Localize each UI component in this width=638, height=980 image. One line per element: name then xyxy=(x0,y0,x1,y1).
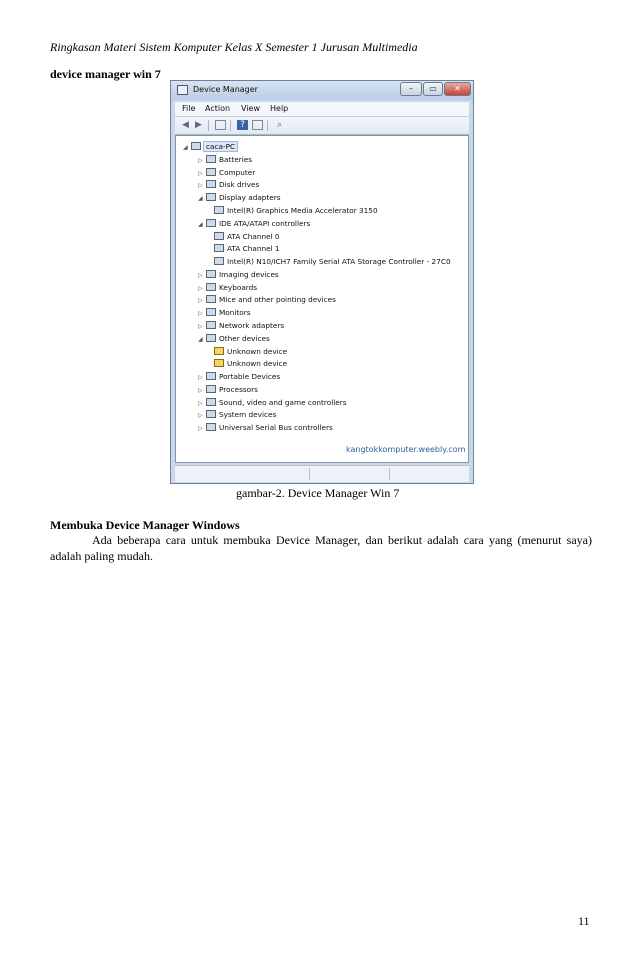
tree-item[interactable]: ◢ IDE ATA/ATAPI controllers xyxy=(198,219,311,228)
portable-icon xyxy=(206,372,216,380)
forward-icon[interactable]: ▶ xyxy=(195,120,202,130)
menu-help[interactable]: Help xyxy=(270,104,289,113)
processor-icon xyxy=(206,385,216,393)
tree-item[interactable]: Intel(R) N10/ICH7 Family Serial ATA Storage Controller - 27C0 xyxy=(214,256,451,268)
menu-view[interactable]: View xyxy=(241,104,260,113)
back-icon[interactable]: ◀ xyxy=(182,120,189,130)
display-icon xyxy=(214,206,224,214)
warning-icon xyxy=(214,359,224,367)
ide-icon xyxy=(214,232,224,240)
section-heading-device-manager: device manager win 7 xyxy=(50,67,161,81)
warning-icon xyxy=(214,347,224,355)
page-number: 11 xyxy=(578,914,590,928)
tree-item-computer-root[interactable]: ◢ caca-PC xyxy=(183,142,236,151)
section-heading-open-device-manager: Membuka Device Manager Windows xyxy=(50,518,240,532)
tree-item[interactable]: ▷ Sound, video and game controllers xyxy=(198,398,347,407)
tree-item[interactable]: ▷ Network adapters xyxy=(198,321,285,330)
other-devices-icon xyxy=(206,334,216,342)
tree-item[interactable]: ATA Channel 1 xyxy=(214,243,280,255)
device-tree xyxy=(175,135,469,463)
toolbar xyxy=(175,117,469,135)
display-icon xyxy=(206,193,216,201)
sound-icon xyxy=(206,398,216,406)
status-divider xyxy=(309,468,310,480)
tree-item[interactable]: ◢ Display adapters xyxy=(198,193,281,202)
computer-icon xyxy=(191,142,201,150)
system-icon xyxy=(206,410,216,418)
menu-action[interactable]: Action xyxy=(205,104,231,113)
tree-item[interactable]: ▷ Portable Devices xyxy=(198,372,281,381)
tree-item[interactable]: ▷ Monitors xyxy=(198,308,251,317)
monitor-icon xyxy=(206,308,216,316)
tree-item[interactable]: ▷ Universal Serial Bus controllers xyxy=(198,423,333,432)
status-divider xyxy=(389,468,390,480)
running-header: Ringkasan Materi Sistem Komputer Kelas X Semester 1 Jurusan Multimedia xyxy=(50,40,418,54)
help-icon[interactable]: ? xyxy=(237,120,248,130)
usb-icon xyxy=(206,423,216,431)
tree-item[interactable]: ▷ Batteries xyxy=(198,155,253,164)
title-bar xyxy=(171,81,473,100)
body-paragraph: Ada beberapa cara untuk membuka Device Manager, dan berikut adalah cara yang (menurut saya) adalah paling mudah. xyxy=(50,533,592,563)
tree-item[interactable]: ▷ Disk drives xyxy=(198,180,260,189)
disk-icon xyxy=(206,180,216,188)
tree-item[interactable]: ▷ Keyboards xyxy=(198,283,258,292)
ide-icon xyxy=(214,244,224,252)
ide-icon xyxy=(214,257,224,265)
tree-item[interactable]: ▷ Imaging devices xyxy=(198,270,279,279)
minimize-button[interactable]: – xyxy=(400,82,422,96)
mouse-icon xyxy=(206,295,216,303)
figure-caption: gambar-2. Device Manager Win 7 xyxy=(236,486,400,500)
window-title: Device Manager xyxy=(193,85,258,94)
device-manager-icon xyxy=(177,85,188,95)
toolbar-separator xyxy=(230,120,231,131)
watermark-url: kangtokkomputer.weebly.com xyxy=(346,445,466,454)
computer-icon xyxy=(206,168,216,176)
maximize-button[interactable]: ▭ xyxy=(423,82,443,96)
properties-icon[interactable] xyxy=(215,120,226,130)
tree-item[interactable]: ◢ Other devices xyxy=(198,334,270,343)
update-driver-icon[interactable] xyxy=(252,120,263,130)
tree-item[interactable]: Unknown device xyxy=(214,358,287,370)
tree-item[interactable]: ATA Channel 0 xyxy=(214,231,280,243)
network-icon xyxy=(206,321,216,329)
tree-item[interactable]: Unknown device xyxy=(214,346,287,358)
tree-item[interactable]: Intel(R) Graphics Media Accelerator 3150 xyxy=(214,205,378,217)
tree-item[interactable]: ▷ Mice and other pointing devices xyxy=(198,295,336,304)
menu-bar xyxy=(175,102,469,117)
tree-item[interactable]: ▷ Computer xyxy=(198,168,256,177)
scan-hardware-icon[interactable]: ⌕ xyxy=(276,120,283,130)
close-button[interactable]: ✕ xyxy=(444,82,471,96)
device-manager-screenshot xyxy=(170,80,474,484)
toolbar-separator xyxy=(267,120,268,131)
tree-item[interactable]: ▷ System devices xyxy=(198,410,277,419)
tree-item[interactable]: ▷ Processors xyxy=(198,385,258,394)
battery-icon xyxy=(206,155,216,163)
toolbar-separator xyxy=(208,120,209,131)
ide-icon xyxy=(206,219,216,227)
camera-icon xyxy=(206,270,216,278)
status-bar xyxy=(175,465,469,482)
keyboard-icon xyxy=(206,283,216,291)
menu-file[interactable]: File xyxy=(182,104,196,113)
